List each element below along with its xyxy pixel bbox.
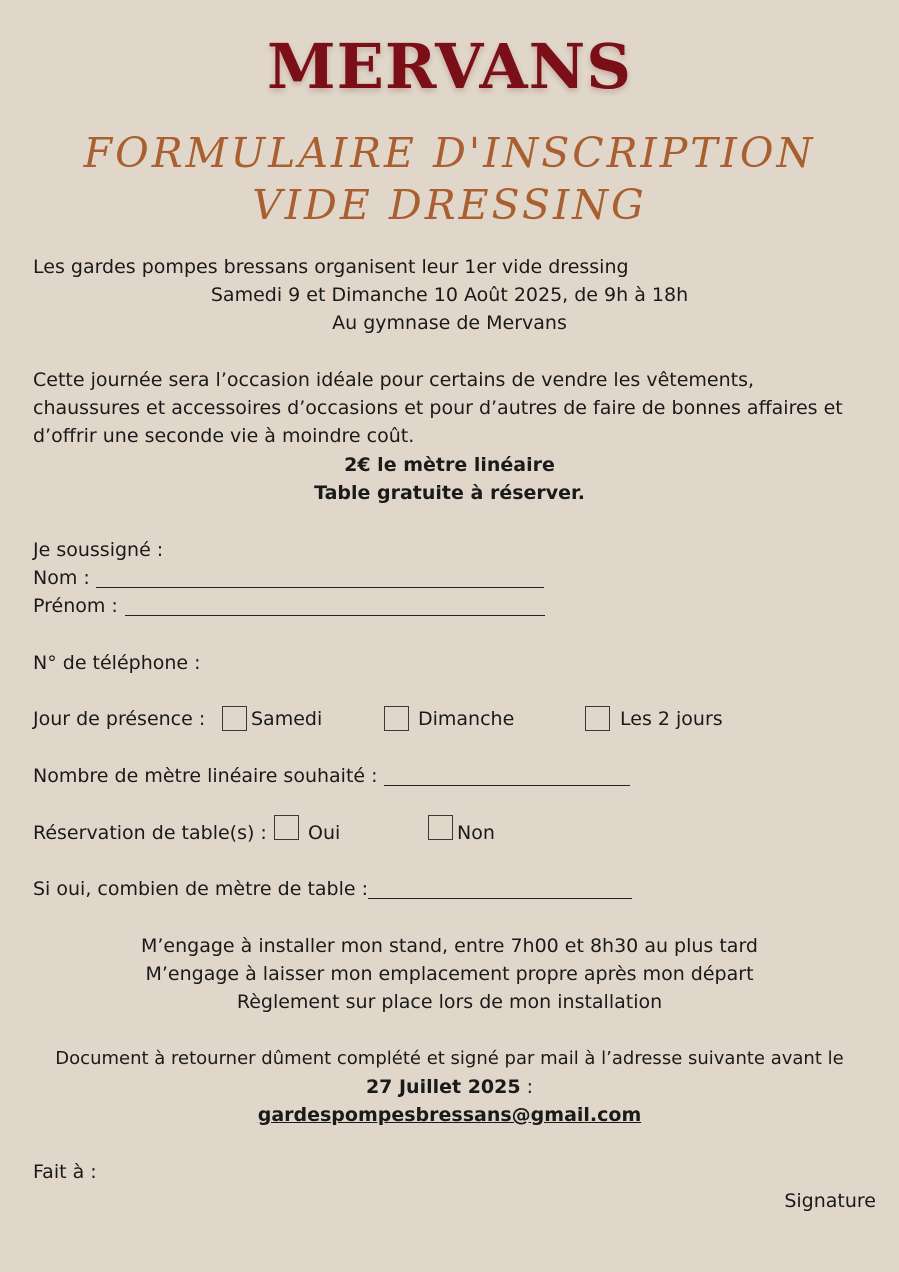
samedi-option-label: Samedi <box>251 708 323 730</box>
form-title-line1: FORMULAIRE D'INSCRIPTION <box>83 129 816 177</box>
table-offer: Table gratuite à réserver. <box>314 482 585 504</box>
table-meters-label: Si oui, combien de mètre de table : <box>33 878 369 900</box>
both-days-option-label: Les 2 jours <box>620 708 723 730</box>
return-instructions: Document à retourner dûment complété et signé par mail à l’adresse suivante avant le <box>55 1048 844 1069</box>
table-non-label: Non <box>457 822 495 844</box>
deadline-line <box>0 1073 899 1101</box>
email-link[interactable]: gardespompesbressans@gmail.com <box>257 1104 642 1126</box>
meters-field[interactable] <box>384 785 630 786</box>
commitment-payment: Règlement sur place lors de mon installation <box>236 991 663 1013</box>
table-label: Réservation de table(s) : <box>33 822 267 844</box>
samedi-checkbox[interactable] <box>222 706 247 731</box>
event-description: Cette journée sera l’occasion idéale pour certains de vendre les vêtements, chaussures et accessoires d’occasions et pour d’autres de faire de bonnes affaires et d’offrir une seconde vie à moindre coût. <box>33 369 843 447</box>
event-dates: Samedi 9 et Dimanche 10 Août 2025, de 9h à 18h <box>210 284 689 306</box>
commitment-setup: M’engage à installer mon stand, entre 7h00 et 8h30 au plus tard <box>141 935 758 957</box>
nom-field[interactable] <box>96 587 544 588</box>
table-meters-field[interactable] <box>368 898 632 899</box>
presence-label: Jour de présence : <box>33 708 206 730</box>
prenom-label: Prénom : <box>33 595 118 617</box>
price-info: 2€ le mètre linéaire <box>344 454 555 476</box>
table-oui-checkbox[interactable] <box>274 815 299 840</box>
prenom-field[interactable] <box>125 615 545 616</box>
deadline-suffix: : <box>520 1076 534 1098</box>
email-line <box>0 1101 899 1129</box>
event-location: Au gymnase de Mervans <box>332 312 567 334</box>
meters-label: Nombre de mètre linéaire souhaité : <box>33 765 378 787</box>
phone-label: N° de téléphone : <box>33 652 201 674</box>
table-non-checkbox[interactable] <box>428 815 453 840</box>
fait-a-label: Fait à : <box>33 1161 97 1183</box>
commitment-cleanup: M’engage à laisser mon emplacement propre après mon départ <box>145 963 754 985</box>
undersigned-label: Je soussigné : <box>33 539 164 561</box>
both-days-checkbox[interactable] <box>585 706 610 731</box>
dimanche-checkbox[interactable] <box>384 706 409 731</box>
page-title: MERVANS <box>266 30 633 103</box>
deadline-date: 27 Juillet 2025 <box>365 1076 521 1098</box>
signature-label: Signature <box>784 1190 876 1212</box>
intro-line1: Les gardes pompes bressans organisent leur 1er vide dressing <box>33 256 629 278</box>
table-oui-label: Oui <box>308 822 341 844</box>
dimanche-option-label: Dimanche <box>418 708 515 730</box>
nom-label: Nom : <box>33 567 90 589</box>
form-title-line2: VIDE DRESSING <box>252 181 647 229</box>
